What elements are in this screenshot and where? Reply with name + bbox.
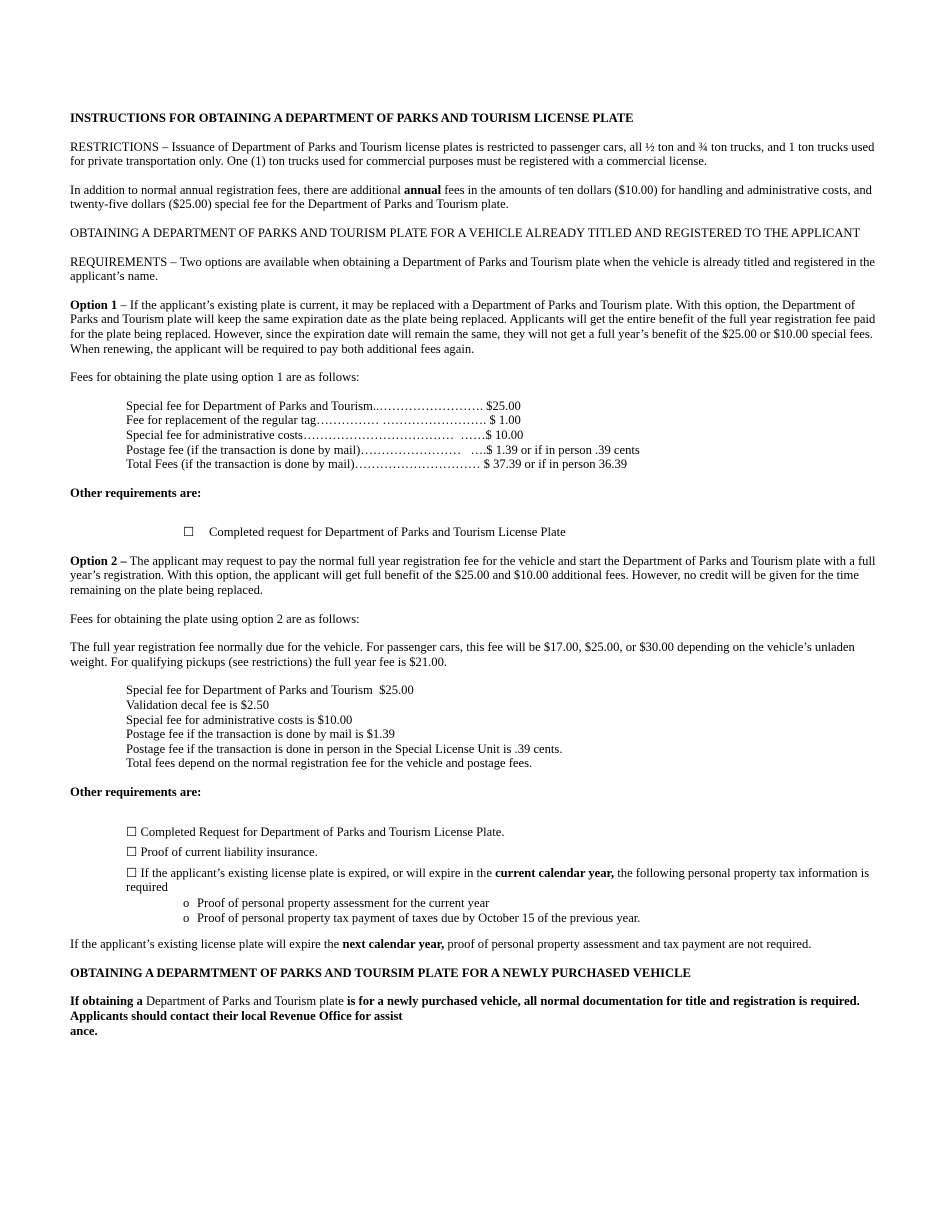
fee-line: Special fee for administrative costs……………………………… ……$ 10.00 xyxy=(126,427,524,442)
fee-line: Total Fees (if the transaction is done by mail)………………………… $ 37.39 or if in person 36.39 xyxy=(126,457,628,472)
option1-text: – If the applicant’s existing plate is current, it may be replaced with a Department of Parks and Tourism plate. With this option, the Department of Parks and Tourism plate will keep the same expiration date as the plate being replaced. Applicants will get the entire benefit of the full year registration fee paid for the plate being replaced. However, since the expiration date will remain the same, they will not get a full year’s benefit of the $25.00 or $10.00 special fees. When renewing, the applicant will be required to pay both additional fees again. xyxy=(70,297,876,356)
requirement-item xyxy=(126,845,885,860)
requirement-text-after: the following personal property tax information is required xyxy=(126,865,870,895)
option1-fees-label: Fees for obtaining the plate using option 1 are as follows: xyxy=(70,370,360,385)
requirement-text: Completed Request for Department of Parks and Tourism License Plate. xyxy=(140,824,505,839)
annual-fees-bold: annual xyxy=(403,182,442,197)
option2-requirements-list xyxy=(126,825,885,926)
fee-line: Postage fee if the transaction is done in person in the Special License Unit is .39 cents. xyxy=(126,741,563,756)
annual-fees-text-before: In addition to normal annual registration fees, there are additional xyxy=(70,182,404,197)
fee-line: Total fees depend on the normal registration fee for the vehicle and postage fees. xyxy=(126,756,533,771)
requirements-paragraph: REQUIREMENTS – Two options are available when obtaining a Department of Parks and Tourism plate when the vehicle is already titled and registered in the applicant’s name. xyxy=(70,254,875,284)
section-heading-new-vehicle: OBTAINING A DEPARMTMENT OF PARKS AND TOURSIM PLATE FOR A NEWLY PURCHASED VEHICLE xyxy=(70,965,691,980)
next-year-text-after: proof of personal property assessment and tax payment are not required. xyxy=(444,937,812,952)
fee-line: Special fee for Department of Parks and Tourism..……………………. $25.00 xyxy=(126,398,521,413)
new-vehicle-paragraph xyxy=(70,994,885,1038)
circle-bullet-icon: o xyxy=(183,895,190,910)
option2-other-requirements-heading: Other requirements are: xyxy=(70,785,202,799)
final-normal: Department of Parks and Tourism plate xyxy=(142,994,347,1009)
option2-text: The applicant may request to pay the normal full year registration fee for the vehicle and start the Department of Parks and Tourism plate with a full year’s registration. With this option, the applicant will get full benefit of the $25.00 and $10.00 additional fees. However, no credit will be given for the time remaining on the plate being replaced. xyxy=(70,553,876,598)
next-year-text-before: If the applicant’s existing license plate will expire the xyxy=(70,937,343,952)
fee-line: Special fee for Department of Parks and Tourism $25.00 xyxy=(126,683,414,698)
requirement-text: Proof of current liability insurance. xyxy=(140,845,318,860)
option1-label: Option 1 xyxy=(70,297,118,312)
annual-fees-paragraph xyxy=(70,183,885,212)
final-bold-start: If obtaining a xyxy=(70,994,143,1009)
fee-line: Validation decal fee is $2.50 xyxy=(126,698,270,713)
checkbox-icon: ☐ xyxy=(126,824,138,839)
checkbox-icon: ☐ xyxy=(126,845,138,860)
requirement-text-before: If the applicant’s existing license plate is expired, or will expire in the xyxy=(140,865,496,880)
checkbox-icon: ☐ xyxy=(126,865,138,880)
document-page xyxy=(70,111,885,1038)
annual-fees-text-after: fees in the amounts of ten dollars ($10.00) for handling and administrative costs, and twenty-five dollars ($25.00) special fee for the Department of Parks and Tourism plate. xyxy=(70,182,872,212)
circle-bullet-icon: o xyxy=(183,910,190,925)
fee-line: Postage fee if the transaction is done by mail is $1.39 xyxy=(126,727,395,742)
option2-fee-list xyxy=(126,683,885,771)
option1-fee-list xyxy=(126,399,885,472)
fee-line: Postage fee (if the transaction is done by mail)…………………… ….$ 1.39 or if in person .39 cents xyxy=(126,442,640,457)
option2-label: Option 2 – xyxy=(70,553,127,568)
option1-other-requirements-heading: Other requirements are: xyxy=(70,485,202,500)
option1-paragraph xyxy=(70,298,885,356)
checkbox-icon: ☐ xyxy=(183,525,195,540)
restrictions-paragraph: RESTRICTIONS – Issuance of Department of Parks and Tourism license plates is restricted to passenger cars, all ½ ton and ¾ ton trucks, and 1 ton trucks used for private transportation only. One (1) ton trucks used for commercial purposes must be registered with a commercial license. xyxy=(70,139,875,169)
full-year-fee-paragraph: The full year registration fee normally due for the vehicle. For passenger cars, this fee will be $17.00, $25.00, or $30.00 depending on the vehicle’s unladen weight. For qualifying pickups (see restrictions) the full year fee is $21.00. xyxy=(70,640,855,669)
document-title: INSTRUCTIONS FOR OBTAINING A DEPARTMENT OF PARKS AND TOURISM LICENSE PLATE xyxy=(70,111,634,125)
fee-line: Special fee for administrative costs is $10.00 xyxy=(126,712,353,727)
fee-line: Fee for replacement of the regular tag…………… ……………………. $ 1.00 xyxy=(126,413,521,428)
option2-paragraph xyxy=(70,554,885,598)
final-bold-main: is for a newly purchased vehicle, all normal documentation for title and registration is required. Applicants should contact their local Revenue Office for assist xyxy=(70,994,860,1023)
tax-subrequirements-list xyxy=(183,896,885,925)
requirement-text-bold: current calendar year, xyxy=(495,865,615,880)
requirement-text: Completed request for Department of Parks and Tourism License Plate xyxy=(209,525,566,540)
next-year-bold: next calendar year, xyxy=(342,937,445,952)
sub-list-item xyxy=(183,896,885,911)
option1-requirement-item xyxy=(183,525,885,540)
sub-item-text: Proof of personal property assessment for the current year xyxy=(197,895,490,910)
option2-fees-label: Fees for obtaining the plate using option 2 are as follows: xyxy=(70,611,360,626)
final-bold-end: ance. xyxy=(70,1023,98,1038)
requirement-item xyxy=(126,825,885,840)
sub-item-text: Proof of personal property tax payment of taxes due by October 15 of the previous year. xyxy=(197,910,641,925)
requirement-item xyxy=(126,866,885,925)
sub-list-item xyxy=(183,911,885,926)
next-year-paragraph xyxy=(70,937,885,952)
section-heading-titled-vehicle: OBTAINING A DEPARTMENT OF PARKS AND TOURISM PLATE FOR A VEHICLE ALREADY TITLED AND REGISTERED TO THE APPLICANT xyxy=(70,225,861,240)
